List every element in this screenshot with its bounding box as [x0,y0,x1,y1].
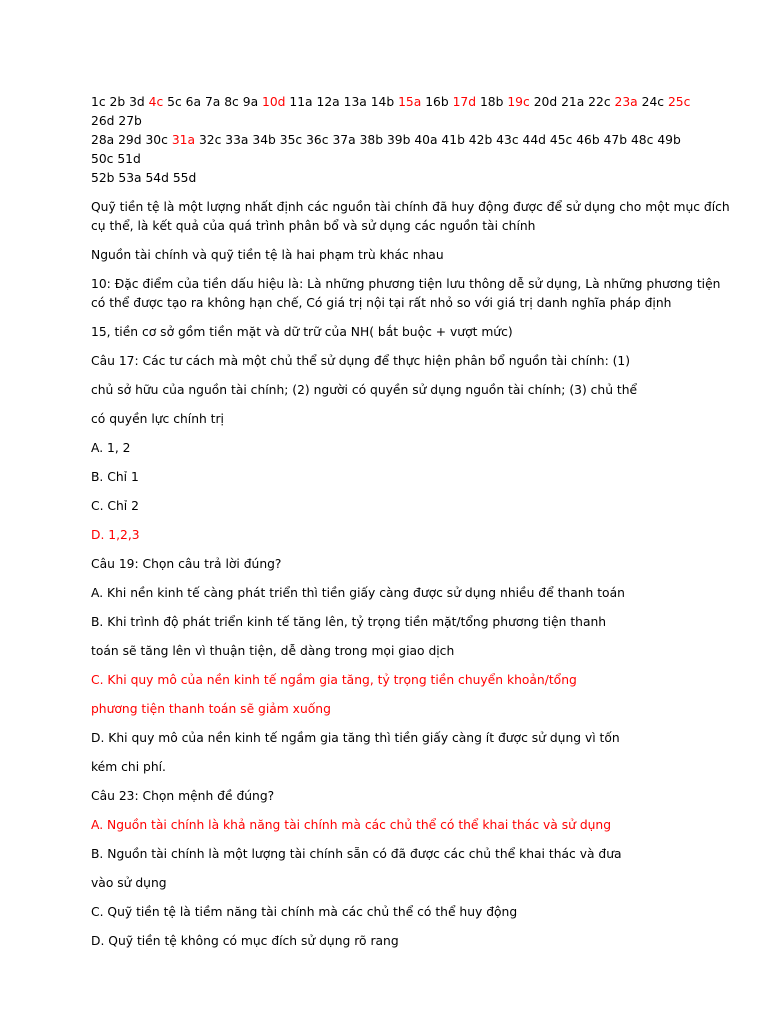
answer-key-entry: 17d [452,95,477,109]
dac-diem-line-2: có thể được tạo ra không hạn chế, Có giá trị nội tại rất nhỏ so với giá trị danh nghĩa pháp định [91,296,672,310]
answer-key-entry: 4c [148,95,164,109]
q23-option-c: C. Quỹ tiền tệ là tiềm năng tài chính mà các chủ thể có thể huy động [91,905,518,919]
answer-key-entry: 10d [262,95,286,109]
answer-key-entry: 3d [129,95,145,109]
q23-option-b-line-2: vào sử dụng [91,876,167,890]
answer-key-entry: 24c [641,95,665,109]
answer-key-entry: 47b [603,133,628,147]
answer-key-entry: 31a [171,133,196,147]
answer-key-entry: 5c [167,95,182,109]
quy-tien-te-definition-line-1: Quỹ tiền tệ là một lượng nhất định các nguồn tài chính đã huy động được để sử dụng cho một mục đích [91,200,730,214]
answer-key-entry: 22c [588,95,611,109]
q17-question-line-3: có quyền lực chính trị [91,412,224,426]
answer-key-entry: 52b [91,171,115,185]
q19-option-b-line-1: B. Khi trình độ phát triển kinh tế tăng lên, tỷ trọng tiền mặt/tổng phương tiện thanh [91,615,607,629]
answer-key-entry: 42b [468,133,493,147]
document-page [91,93,730,951]
answer-key-entry: 8c [224,95,239,109]
q17-option-d-correct: D. 1,2,3 [91,528,140,542]
answer-key-entry: 35c [279,133,303,147]
quy-tien-te-definition-line-2: cụ thể, là kết quả của quá trình phân bổ và sử dụng các nguồn tài chính [91,219,536,233]
q19-option-c-correct-line-1: C. Khi quy mô của nền kinh tế ngầm gia tăng, tỷ trọng tiền chuyển khoản/tổng [91,673,577,687]
answer-key-entry: 36c [306,133,329,147]
answer-key-entry: 14b [370,95,395,109]
answer-key-entry: 6a [185,95,202,109]
answer-key [91,93,691,188]
q19-option-d-line-2: kém chi phí. [91,760,166,774]
answer-key-entry: 38b [359,133,384,147]
answer-key-entry: 18b [479,95,504,109]
pham-tru-statement: Nguồn tài chính và quỹ tiền tệ là hai phạm trù khác nhau [91,248,444,262]
q17-question-line-2: chủ sở hữu của nguồn tài chính; (2) người có quyền sử dụng nguồn tài chính; (3) chủ thể [91,383,638,397]
answer-key-entry: 23a [614,95,638,109]
answer-key-entry: 40a [414,133,438,147]
answer-key-entry: 21a [561,95,585,109]
q23-option-d: D. Quỹ tiền tệ không có mục đích sử dụng rõ rang [91,934,399,948]
answer-key-entry: 28a [91,133,115,147]
q19-question: Câu 19: Chọn câu trả lời đúng? [91,557,282,571]
answer-key-entry: 29d [118,133,142,147]
answer-key-entry: 2b [109,95,126,109]
q19-option-c-correct-line-2: phương tiện thanh toán sẽ giảm xuống [91,702,331,716]
answer-key-entry: 1c [91,95,106,109]
q23-option-a-correct: A. Nguồn tài chính là khả năng tài chính mà các chủ thể có thể khai thác và sử dụng [91,818,612,832]
answer-key-entry: 55d [172,171,197,185]
answer-key-entry: 13a [343,95,367,109]
answer-key-entry: 41b [441,133,465,147]
answer-key-entry: 33a [225,133,249,147]
answer-key-entry: 44d [522,133,546,147]
answer-key-entry: 37a [332,133,356,147]
q23-question: Câu 23: Chọn mệnh đề đúng? [91,789,275,803]
q19-option-d-line-1: D. Khi quy mô của nền kinh tế ngầm gia tăng thì tiền giấy càng ít được sử dụng vì tốn [91,731,620,745]
q17-option-a: A. 1, 2 [91,441,131,455]
q19-option-a: A. Khi nền kinh tế càng phát triển thì tiền giấy càng được sử dụng nhiều để thanh toán [91,586,625,600]
answer-key-entry: 54d [145,171,169,185]
answer-key-entry: 15a [398,95,422,109]
answer-key-entry: 50c [91,152,114,166]
answer-key-entry: 34b [252,133,276,147]
answer-key-entry: 46b [576,133,600,147]
q17-option-c: C. Chỉ 2 [91,499,139,513]
answer-key-entry: 11a [289,95,313,109]
answer-key-entry: 25c [667,95,691,109]
answer-key-entry: 43c [496,133,519,147]
answer-key-entry: 45c [549,133,573,147]
answer-key-entry: 9a [242,95,259,109]
answer-key-entry: 26d [91,114,115,128]
tien-co-so-statement: 15, tiền cơ sở gồm tiền mặt và dữ trữ của NH( bắt buộc + vượt mức) [91,325,513,339]
answer-key-entry: 53a [118,171,142,185]
answer-key-entry: 48c [630,133,654,147]
answer-key-entry: 20d [533,95,558,109]
dac-diem-line-1: 10: Đặc điểm của tiền dấu hiệu là: Là những phương tiện lưu thông dễ sử dụng, Là những phương tiện [91,277,721,291]
answer-key-entry: 27b [118,114,142,128]
answer-key-entry: 16b [425,95,449,109]
answer-key-entry: 7a [204,95,221,109]
answer-key-entry: 39b [386,133,411,147]
q19-option-b-line-2: toán sẽ tăng lên vì thuận tiện, dễ dàng trong mọi giao dịch [91,644,455,658]
answer-key-entry: 12a [316,95,340,109]
q23-option-b-line-1: B. Nguồn tài chính là một lượng tài chính sẵn có đã được các chủ thể khai thác và đưa [91,847,622,861]
answer-key-entry: 51d [117,152,141,166]
answer-key-entry: 19c [507,95,530,109]
answer-key-entry: 32c [198,133,222,147]
answer-key-entry: 30c [145,133,168,147]
q17-question-line-1: Câu 17: Các tư cách mà một chủ thể sử dụng để thực hiện phân bổ nguồn tài chính: (1) [91,354,631,368]
q17-option-b: B. Chỉ 1 [91,470,139,484]
answer-key-entry: 49b [657,133,681,147]
